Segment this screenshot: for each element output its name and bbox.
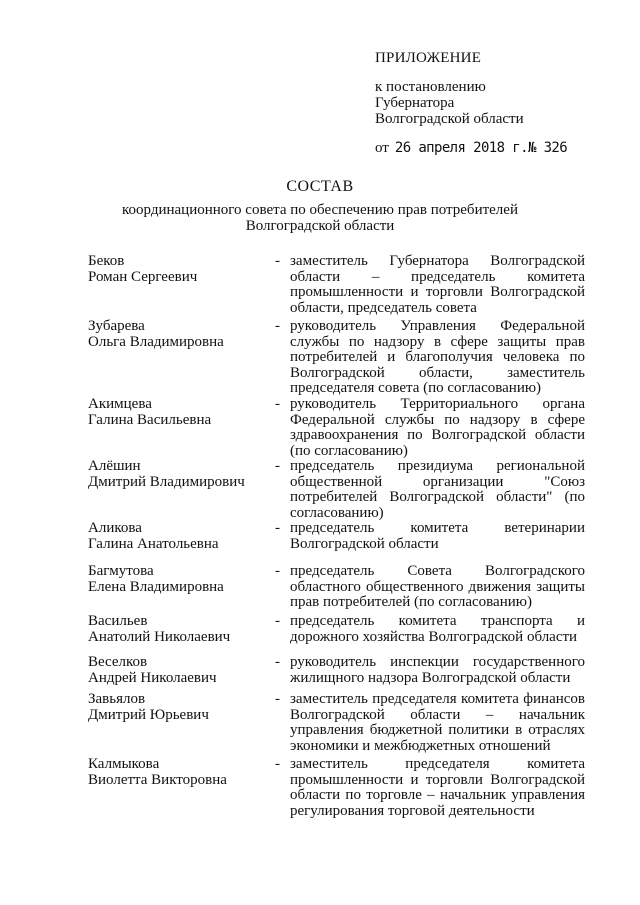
member-name xyxy=(88,655,268,686)
member-given-name: Анатолий Николаевич xyxy=(88,628,231,645)
member-name xyxy=(88,692,268,723)
member-role: председатель президиума региональной общественной организации "Союз потребителей Волгоградской области" (по согласованию) xyxy=(290,458,585,521)
appendix-reference xyxy=(375,79,615,127)
separator-dash: - xyxy=(275,396,280,412)
appendix-line: к постановлению xyxy=(375,79,486,95)
separator-dash: - xyxy=(275,563,280,579)
member-name xyxy=(88,459,268,490)
member-role: руководитель инспекции государственного жилищного надзора Волгоградской области xyxy=(290,654,585,686)
appendix-block xyxy=(375,50,615,156)
member-surname: Зубарева xyxy=(88,318,145,334)
member-name xyxy=(88,521,268,552)
member-surname: Завьялов xyxy=(88,691,146,707)
separator-dash: - xyxy=(275,613,280,629)
member-name xyxy=(88,614,268,645)
separator-dash: - xyxy=(275,253,280,269)
member-role: руководитель Управления Федеральной службы по надзору в сфере защиты прав потребителей и благополучия человека по Волгоградской области, заместитель председателя совета (по согласованию) xyxy=(290,318,585,396)
document-subtitle: координационного совета по обеспечению прав потребителей Волгоградской области xyxy=(122,202,518,234)
member-surname: Васильев xyxy=(88,613,148,629)
separator-dash: - xyxy=(275,458,280,474)
appendix-line: Волгоградской области xyxy=(375,111,524,127)
member-given-name: Ольга Владимировна xyxy=(88,333,224,350)
member-surname: Аликова xyxy=(88,520,142,536)
member-surname: Беков xyxy=(88,253,125,269)
member-role: председатель комитета ветеринарии Волгоградской области xyxy=(290,520,585,552)
member-role: руководитель Территориального органа Федеральной службы по надзору в сфере здравоохранения по Волгоградской области (по согласованию) xyxy=(290,396,585,459)
member-surname: Акимцева xyxy=(88,396,152,412)
member-role: заместитель председателя комитета финансов Волгоградской области – начальник управления бюджетной политики в отраслях экономики и межбюджетных отношений xyxy=(290,691,585,754)
member-name xyxy=(88,254,268,285)
member-surname: Веселков xyxy=(88,654,148,670)
date-value: 26 апреля 2018 г.№ 326 xyxy=(394,140,568,156)
member-given-name: Галина Васильевна xyxy=(88,411,212,428)
member-name xyxy=(88,397,268,428)
member-role: председатель комитета транспорта и дорожного хозяйства Волгоградской области xyxy=(290,613,585,645)
separator-dash: - xyxy=(275,318,280,334)
member-given-name: Елена Владимировна xyxy=(88,578,224,595)
document-title: СОСТАВ xyxy=(286,178,354,195)
member-given-name: Дмитрий Владимирович xyxy=(88,473,245,490)
member-given-name: Дмитрий Юрьевич xyxy=(88,706,209,723)
appendix-line: Губернатора xyxy=(375,95,455,111)
member-given-name: Роман Сергеевич xyxy=(88,268,198,285)
member-surname: Алёшин xyxy=(88,458,141,474)
separator-dash: - xyxy=(275,756,280,772)
separator-dash: - xyxy=(275,691,280,707)
appendix-title: ПРИЛОЖЕНИЕ xyxy=(375,50,482,66)
date-prefix: от xyxy=(375,140,389,156)
member-surname: Багмутова xyxy=(88,563,154,579)
separator-dash: - xyxy=(275,654,280,670)
member-role: председатель Совета Волгоградского областного общественного движения защиты прав потребителей (по согласованию) xyxy=(290,563,585,610)
member-role: заместитель Губернатора Волгоградской области – председатель комитета промышленности и торговли Волгоградской области, председатель совета xyxy=(290,253,585,316)
member-given-name: Виолетта Викторовна xyxy=(88,771,227,788)
member-name xyxy=(88,564,268,595)
member-surname: Калмыкова xyxy=(88,756,160,772)
member-name xyxy=(88,319,268,350)
separator-dash: - xyxy=(275,520,280,536)
member-given-name: Галина Анатольевна xyxy=(88,535,219,552)
member-role: заместитель председателя комитета промышленности и торговли Волгоградской области по торговле – начальник управления регулирования торговой деятельности xyxy=(290,756,585,819)
member-given-name: Андрей Николаевич xyxy=(88,669,217,686)
member-name xyxy=(88,757,268,788)
appendix-date xyxy=(375,140,615,156)
